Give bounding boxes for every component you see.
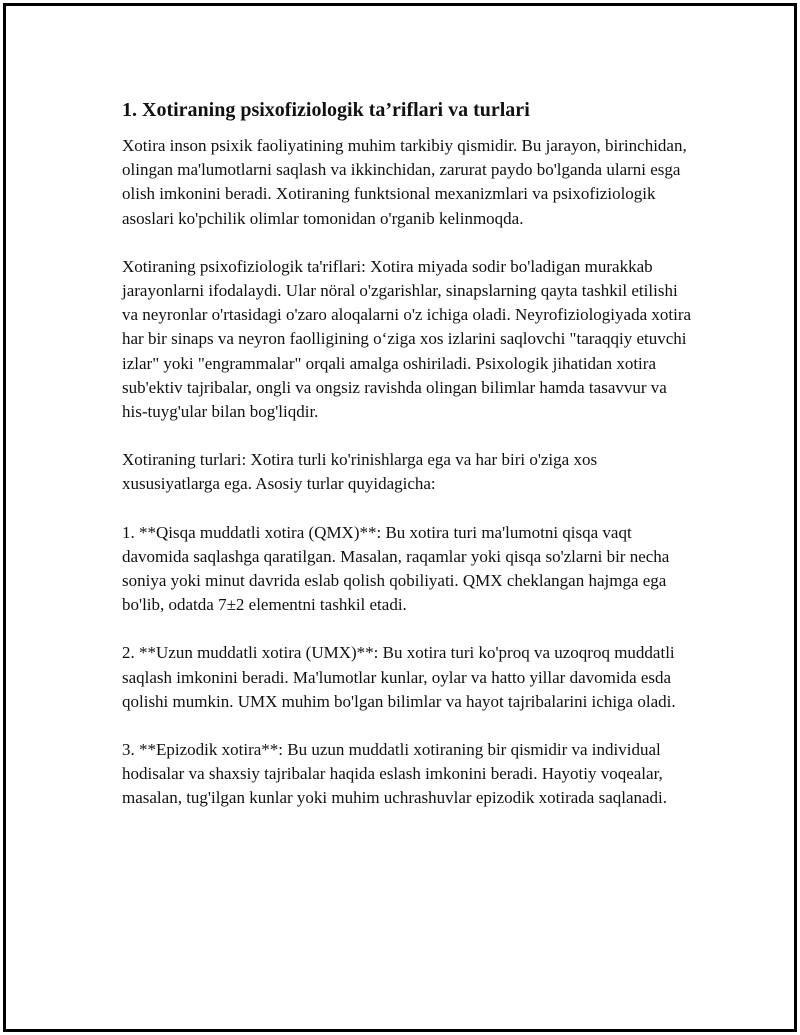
paragraph-short-term-memory: 1. **Qisqa muddatli xotira (QMX)**: Bu xotira turi ma'lumotni qisqa vaqt davomida saqlashga qaratilgan. Masalan, raqamlar yoki qisqa so'zlarni bir necha soniya yoki minut davrida eslab qolish qobiliyati. QMX cheklangan hajmga ega bo'lib, odatda 7±2 elementni tashkil etadi. <box>122 522 670 615</box>
paragraph-episodic-memory: 3. **Epizodik xotira**: Bu uzun muddatli xotiraning bir qismidir va individual hodisalar va shaxsiy tajribalar haqida eslash imkonini beradi. Hayotiy voqealar, masalan, tug'ilgan kunlar yoki muhim uchrashuvlar epizodik xotirada saqlanadi. <box>122 740 668 808</box>
page-frame <box>3 3 797 1032</box>
paragraph-definitions: Xotiraning psixofiziologik ta'riflari: Xotira miyada sodir bo'ladigan murakkab jarayonlarni ifodalaydi. Ular nöral o'zgarishlar, sinapslarning qayta tashkil etilishi va neyronlar o'rtasidagi o'zaro aloqalarni o'z ichiga oladi. Neyrofiziologiyada xotira har bir sinaps va neyron faolligining o‘ziga xos izlarini saqlovchi "taraqqiy etuvchi izlar" yoki "engrammalar" orqali amalga oshiriladi. Psixologik jihatidan xotira sub'ektiv tajribalar, ongli va ongsiz ravishda olingan bilimlar hamda tasavvur va his-tuyg'ular bilan bog'liqdir. <box>122 256 692 422</box>
paragraph-types-intro: Xotiraning turlari: Xotira turli ko'rinishlarga ega va har biri o'ziga xos xususiyatlarga ega. Asosiy turlar quyidagicha: <box>122 450 598 494</box>
section-heading: 1. Xotiraning psixofiziologik ta’riflari va turlari <box>122 99 530 121</box>
document-body <box>122 96 692 835</box>
paragraph-intro: Xotira inson psixik faoliyatining muhim tarkibiy qismidir. Bu jarayon, birinchidan, olingan ma'lumotlarni saqlash va ikkinchidan, zarurat paydo bo'lganda ularni esga olish imkonini beradi. Xotiraning funktsional mexanizmlari va psixofiziologik asoslari ko'pchilik olimlar tomonidan o'rganib kelinmoqda. <box>122 136 687 228</box>
paragraph-long-term-memory: 2. **Uzun muddatli xotira (UMX)**: Bu xotira turi ko'proq va uzoqroq muddatli saqlash imkonini beradi. Ma'lumotlar kunlar, oylar va hatto yillar davomida esda qolishi mumkin. UMX muhim bo'lgan bilimlar va hayot tajribalarini ichiga oladi. <box>122 643 676 711</box>
